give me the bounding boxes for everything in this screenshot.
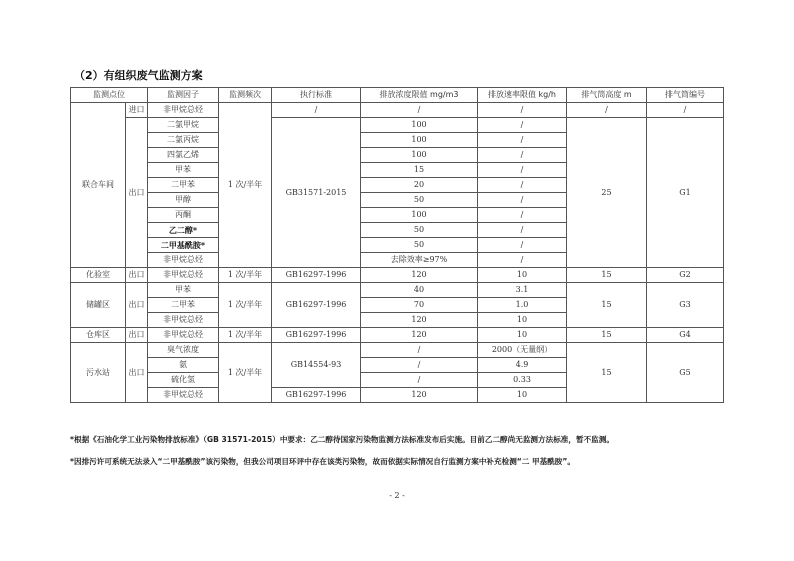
factor-cell: 二甲苯 (148, 298, 219, 313)
concentration-cell: 120 (361, 268, 478, 283)
concentration-cell: 40 (361, 283, 478, 298)
concentration-cell: 70 (361, 298, 478, 313)
header-standard: 执行标准 (272, 88, 361, 103)
location-cell: 联合车间 (71, 103, 126, 268)
table-row (71, 118, 724, 133)
port-cell: 出口 (126, 343, 148, 403)
table-row (71, 268, 724, 283)
frequency-cell: 1 次/半年 (219, 268, 272, 283)
factor-cell: 甲苯 (148, 163, 219, 178)
header-code: 排气筒编号 (647, 88, 724, 103)
factor-cell: 非甲烷总烃 (148, 268, 219, 283)
concentration-cell: / (361, 343, 478, 358)
table-header-row (71, 88, 724, 103)
page-number: - 2 - (389, 491, 405, 500)
rate-cell: / (478, 238, 567, 253)
height-cell: 25 (567, 118, 647, 268)
rate-cell: 3.1 (478, 283, 567, 298)
header-location: 监测点位 (71, 88, 148, 103)
factor-cell: 二氯丙烷 (148, 133, 219, 148)
header-frequency: 监测频次 (219, 88, 272, 103)
rate-cell: / (478, 148, 567, 163)
standard-cell: GB16297-1996 (272, 328, 361, 343)
factor-cell: 非甲烷总烃 (148, 103, 219, 118)
header-rate: 排放速率限值 kg/h (478, 88, 567, 103)
factor-cell: 非甲烷总烃 (148, 328, 219, 343)
header-factor: 监测因子 (148, 88, 219, 103)
height-cell: / (567, 103, 647, 118)
factor-cell: 非甲烷总烃 (148, 253, 219, 268)
concentration-cell: 100 (361, 208, 478, 223)
code-cell: G5 (647, 343, 724, 403)
header-concentration: 排放浓度限值 mg/m3 (361, 88, 478, 103)
standard-cell: / (272, 103, 361, 118)
factor-cell: 硫化氢 (148, 373, 219, 388)
footnote-dimethylamide: *因排污许可系统无法录入“二甲基酰胺”该污染物，但我公司项目环评中存在该类污染物，故而依据实际情况自行监测方案中补充检测“二 甲基酰胺”。 (70, 457, 575, 466)
factor-cell: 甲苯 (148, 283, 219, 298)
header-height: 排气筒高度 m (567, 88, 647, 103)
port-cell: 出口 (126, 268, 148, 283)
concentration-cell: / (361, 103, 478, 118)
code-cell: G3 (647, 283, 724, 328)
concentration-cell: 120 (361, 388, 478, 403)
rate-cell: / (478, 103, 567, 118)
factor-cell: 氨 (148, 358, 219, 373)
frequency-cell: 1 次/半年 (219, 343, 272, 403)
table-row (71, 283, 724, 298)
concentration-cell: 100 (361, 148, 478, 163)
table-row (71, 328, 724, 343)
factor-cell: 二甲基酰胺* (148, 238, 219, 253)
concentration-cell: / (361, 373, 478, 388)
rate-cell: 0.33 (478, 373, 567, 388)
location-cell: 化验室 (71, 268, 126, 283)
rate-cell: 1.0 (478, 298, 567, 313)
port-cell: 出口 (126, 328, 148, 343)
rate-cell: / (478, 133, 567, 148)
rate-cell: / (478, 223, 567, 238)
concentration-cell: 50 (361, 193, 478, 208)
location-cell: 污水站 (71, 343, 126, 403)
factor-cell: 臭气浓度 (148, 343, 219, 358)
concentration-cell: 120 (361, 313, 478, 328)
rate-cell: / (478, 163, 567, 178)
concentration-cell: 50 (361, 223, 478, 238)
rate-cell: / (478, 178, 567, 193)
rate-cell: 4.9 (478, 358, 567, 373)
factor-cell: 二甲苯 (148, 178, 219, 193)
location-cell: 仓库区 (71, 328, 126, 343)
monitoring-table (70, 87, 724, 403)
rate-cell: 10 (478, 268, 567, 283)
concentration-cell: 100 (361, 133, 478, 148)
rate-cell: / (478, 193, 567, 208)
concentration-cell: / (361, 358, 478, 373)
concentration-cell: 100 (361, 118, 478, 133)
concentration-cell: 15 (361, 163, 478, 178)
port-cell: 出口 (126, 283, 148, 328)
section-title: （2）有组织废气监测方案 (74, 69, 203, 82)
code-cell: G1 (647, 118, 724, 268)
rate-cell: / (478, 253, 567, 268)
port-cell: 进口 (126, 103, 148, 118)
height-cell: 15 (567, 283, 647, 328)
factor-cell: 二氯甲烷 (148, 118, 219, 133)
factor-cell: 四氯乙烯 (148, 148, 219, 163)
frequency-cell: 1 次/半年 (219, 103, 272, 268)
rate-cell: 10 (478, 313, 567, 328)
rate-cell: / (478, 118, 567, 133)
factor-cell: 甲醇 (148, 193, 219, 208)
factor-cell: 乙二醇* (148, 223, 219, 238)
standard-cell: GB31571-2015 (272, 118, 361, 268)
code-cell: / (647, 103, 724, 118)
rate-cell: 2000（无量纲） (478, 343, 567, 358)
frequency-cell: 1 次/半年 (219, 283, 272, 328)
code-cell: G2 (647, 268, 724, 283)
concentration-cell: 去除效率≥97% (361, 253, 478, 268)
concentration-cell: 120 (361, 328, 478, 343)
table-row (71, 103, 724, 118)
rate-cell: / (478, 208, 567, 223)
height-cell: 15 (567, 343, 647, 403)
port-cell: 出口 (126, 118, 148, 268)
standard-cell: GB16297-1996 (272, 268, 361, 283)
standard-cell: GB14554-93 (272, 343, 361, 388)
factor-cell: 非甲烷总烃 (148, 388, 219, 403)
height-cell: 15 (567, 328, 647, 343)
factor-cell: 非甲烷总烃 (148, 313, 219, 328)
height-cell: 15 (567, 268, 647, 283)
factor-cell: 丙酮 (148, 208, 219, 223)
rate-cell: 10 (478, 328, 567, 343)
frequency-cell: 1 次/半年 (219, 328, 272, 343)
footnote-ethylene-glycol: *根据《石油化学工业污染物排放标准》（GB 31571-2015）中要求：乙二醇待国家污染物监测方法标准发布后实施。目前乙二醇尚无监测方法标准，暂不监测。 (70, 435, 614, 444)
standard-cell: GB16297-1996 (272, 283, 361, 328)
code-cell: G4 (647, 328, 724, 343)
location-cell: 储罐区 (71, 283, 126, 328)
table-row (71, 343, 724, 358)
standard-cell: GB16297-1996 (272, 388, 361, 403)
concentration-cell: 50 (361, 238, 478, 253)
rate-cell: 10 (478, 388, 567, 403)
concentration-cell: 20 (361, 178, 478, 193)
